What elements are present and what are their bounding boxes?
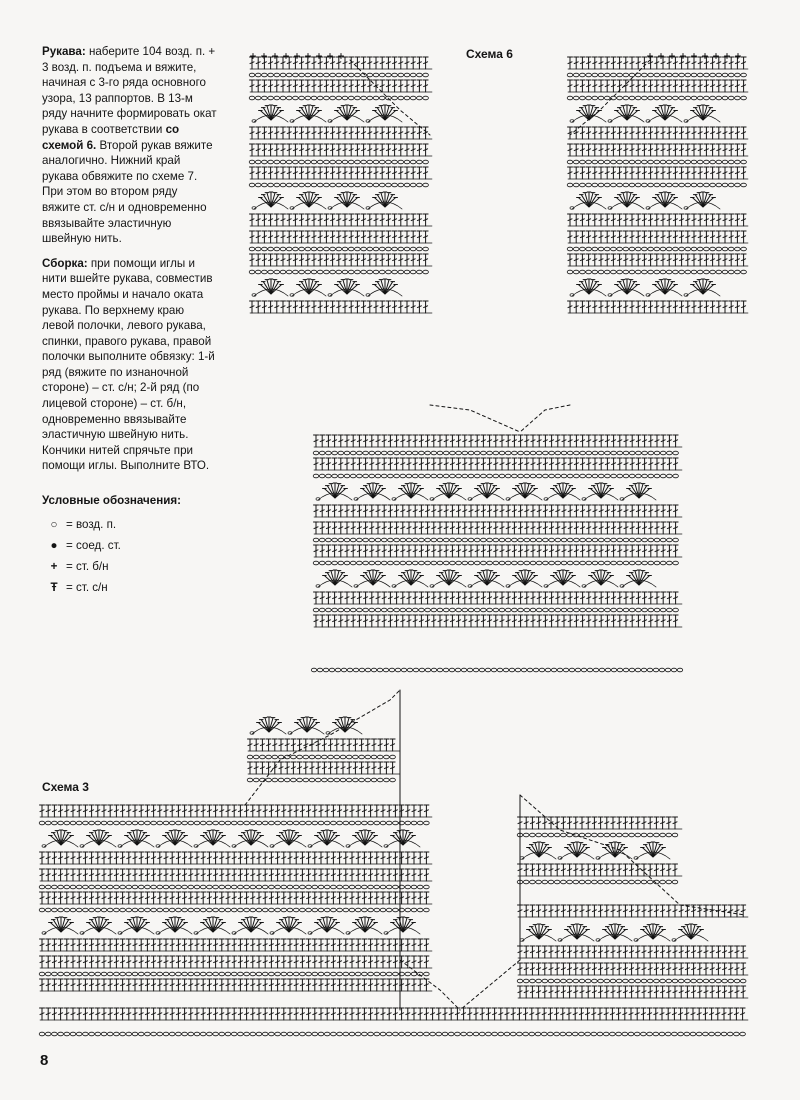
dc-row: [250, 301, 433, 313]
chain-row: [313, 538, 678, 542]
fan-row: [252, 279, 402, 296]
dc-row: [568, 57, 749, 69]
scheme-6-title: Схема 6: [466, 47, 513, 61]
dc-row: [518, 905, 749, 917]
chain-row: [39, 1032, 745, 1036]
dc-row: [314, 545, 683, 557]
single-crochet-icon: +: [50, 560, 58, 573]
chain-row: [313, 451, 678, 455]
chain-row: [517, 833, 678, 837]
chain-row: [517, 880, 678, 884]
chain-stitch-icon: ○: [50, 518, 58, 531]
sleeves-scheme-ref: со схемой 6.: [42, 122, 180, 152]
scheme-3-title: Схема 3: [42, 780, 89, 794]
fan-row: [252, 192, 402, 209]
chain-row: [517, 979, 746, 983]
sleeves-text-2: Второй рукав вяжите аналогично. Нижний край рукава обвяжите по схеме 7. При этом во втором ряду вяжите ст. с/н и одновременно ввязывайте эластичную швейную нить.: [42, 138, 213, 246]
dc-row: [40, 956, 433, 968]
chain-row: [313, 474, 678, 478]
decrease-edge: [520, 795, 745, 915]
chain-row: [313, 561, 678, 565]
fan-row: [570, 279, 720, 296]
dc-row: [250, 167, 433, 179]
chain-row: [247, 755, 395, 759]
slip-stitch-icon: ●: [50, 539, 58, 552]
fan-row: [250, 717, 362, 734]
fan-row: [570, 192, 720, 209]
dc-row: [40, 979, 433, 991]
dc-row: [568, 80, 749, 92]
dc-row: [40, 869, 433, 881]
legend-label: = возд. п.: [66, 518, 117, 531]
dc-row: [248, 739, 401, 751]
decrease-edge: [430, 405, 520, 432]
legend-label: = ст. с/н: [66, 581, 108, 594]
chain-row: [249, 270, 428, 274]
chain-row: [249, 73, 428, 77]
chain-row: [249, 96, 428, 100]
dc-row: [40, 939, 433, 951]
decrease-edge: [400, 960, 460, 1010]
dc-row: [568, 301, 749, 313]
dc-row: [250, 214, 433, 226]
dc-row: [568, 254, 749, 266]
dc-row: [568, 144, 749, 156]
dc-row: [314, 505, 683, 517]
dc-row: [248, 762, 401, 774]
dc-row: [250, 144, 433, 156]
fan-row: [42, 917, 420, 934]
fan-row: [42, 830, 420, 847]
dc-row: [40, 1008, 749, 1020]
dc-row: [518, 963, 749, 975]
chain-row: [39, 821, 429, 825]
dc-row: [518, 817, 683, 829]
dc-row: [250, 231, 433, 243]
chain-row: [567, 247, 746, 251]
legend-label: = ст. б/н: [66, 560, 109, 573]
chain-row: [247, 778, 395, 782]
dc-row: [250, 80, 433, 92]
chain-row: [567, 96, 746, 100]
chain-row: [249, 183, 428, 187]
dc-row: [568, 127, 749, 139]
dc-row: [518, 946, 749, 958]
assembly-label: Сборка:: [42, 256, 88, 270]
chain-row: [567, 73, 746, 77]
page-number: 8: [40, 1052, 49, 1069]
fan-row: [520, 842, 670, 859]
dc-row: [568, 231, 749, 243]
legend-title: Условные обозначения:: [42, 494, 181, 507]
assembly-text: при помощи иглы и нити вшейте рукава, совместив место проймы и начало оката рукава. По верхнему краю левой полочки, левого рукава, спинки, правого рукава, правой полочки выполните обвязку: 1-й ряд (вяжите по изнаночной стороне) – ст. с/н; 2-й ряд (по лицевой стороне) – ст. б/н, одновременно ввязывайте эластичную швейную нить. Кончики нитей спрячьте при помощи иглы. Выполните ВТО.: [42, 256, 215, 473]
dc-row: [518, 864, 683, 876]
dc-row: [314, 522, 683, 534]
decrease-edge: [460, 960, 520, 1010]
chain-row: [567, 160, 746, 164]
sleeves-label: Рукава:: [42, 45, 86, 58]
chain-row: [311, 668, 682, 672]
double-crochet-icon: Ŧ: [50, 581, 58, 594]
dc-row: [314, 615, 683, 627]
fan-row: [316, 570, 656, 587]
dc-row: [40, 805, 433, 817]
chain-row: [249, 160, 428, 164]
chain-row: [39, 972, 429, 976]
dc-row: [314, 458, 683, 470]
chain-row: [567, 270, 746, 274]
fan-row: [316, 483, 656, 500]
dc-row: [568, 214, 749, 226]
decrease-edge: [350, 60, 430, 135]
fan-row: [520, 924, 708, 941]
dc-row: [250, 254, 433, 266]
sleeves-text: наберите 104 возд. п. + 3 возд. п. подъема и вяжите, начиная с 3-го ряда основного узора, 13 раппортов. В 13-м ряду начните формировать окат рукава в соответствии: [42, 45, 217, 136]
chain-row: [39, 885, 429, 889]
dc-row: [40, 852, 433, 864]
dc-row: [568, 167, 749, 179]
dc-row: [250, 127, 433, 139]
chain-row: [249, 247, 428, 251]
legend-label: = соед. ст.: [66, 539, 121, 552]
dc-row: [314, 435, 683, 447]
chain-row: [567, 183, 746, 187]
fan-row: [252, 105, 402, 122]
chain-row: [39, 908, 429, 912]
dc-row: [40, 892, 433, 904]
decrease-edge: [520, 405, 570, 432]
fan-row: [570, 105, 720, 122]
dc-row: [314, 592, 683, 604]
chain-row: [313, 608, 678, 612]
dc-row: [518, 986, 749, 998]
